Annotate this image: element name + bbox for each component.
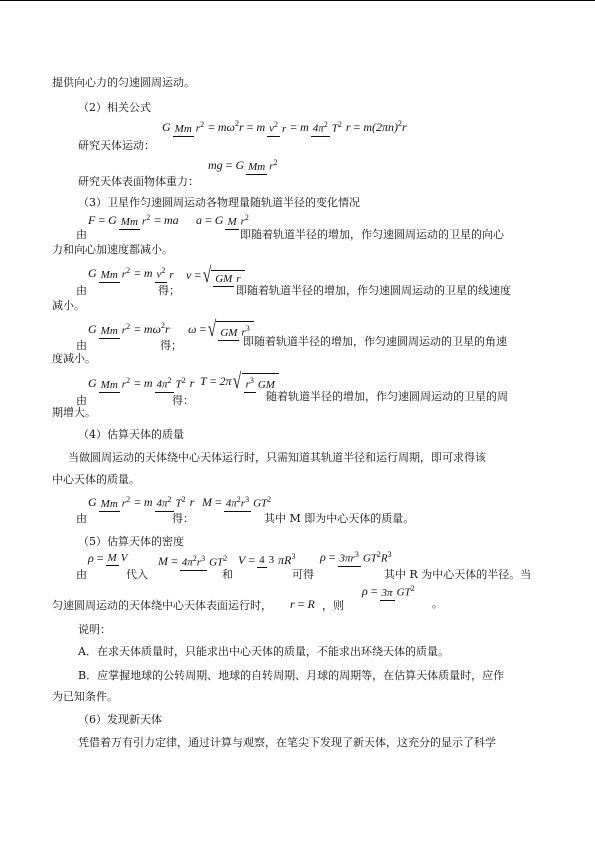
top-rule bbox=[0, 0, 595, 1]
text: 由 bbox=[76, 284, 87, 297]
text-line: 当做圆周运动的天体绕中心天体运行时，只需知道其轨道半径和运行周期，即可求得该 bbox=[68, 451, 486, 464]
text-line: 提供向心力的匀速圆周运动。 bbox=[52, 76, 195, 89]
text-line: 中心天体的质量。 bbox=[52, 473, 140, 486]
formula-mass-eq: G Mm r2 = m 4π2 T2 r bbox=[88, 494, 195, 510]
formula-period: T = 2π √ r3 GM bbox=[200, 368, 279, 394]
text: 。 bbox=[432, 597, 443, 610]
text: 代入 bbox=[126, 568, 148, 581]
text: 匀速圆周运动的天体绕中心天体表面运行时， bbox=[52, 599, 272, 612]
text: 得； bbox=[160, 339, 182, 352]
section-heading: （2）相关公式 bbox=[78, 101, 151, 114]
text: 度减小。 bbox=[52, 352, 96, 365]
text: 力和向心加速度都减小。 bbox=[52, 243, 173, 256]
formula-omega-eq: G Mm r2 = mω2r bbox=[88, 321, 170, 337]
text: 其中 R 为中心天体的半径。当 bbox=[384, 568, 532, 581]
text: 得： bbox=[172, 512, 194, 525]
formula-omega: ω = √ GM r3 bbox=[188, 316, 254, 342]
label: 研究天体运动： bbox=[78, 139, 155, 152]
text: 由 bbox=[76, 339, 87, 352]
text: 随着轨道半径的增加，作匀速圆周运动的卫星的周 bbox=[266, 390, 508, 403]
formula-accel: a = G M r2 bbox=[196, 212, 249, 228]
formula-mass: M = 4π2r3 GT2 bbox=[202, 494, 272, 510]
formula-velocity: v = √ GM r bbox=[186, 262, 245, 288]
section-heading: （4）估算天体的质量 bbox=[78, 428, 184, 441]
text-line: A．在求天体质量时，只能求出中心天体的质量，不能求出环绕天体的质量。 bbox=[78, 645, 449, 658]
text: 由 bbox=[76, 228, 87, 241]
formula-motion: G Mm r2 = mω2r = m v2 r = m 4π2 T2 r = m(2πn)2r bbox=[162, 119, 407, 135]
section-heading: （6）发现新天体 bbox=[78, 713, 162, 726]
text-line: 凭借着万有引力定律，通过计算与观察，在笔尖下发现了新天体，这充分的显示了科学 bbox=[78, 736, 496, 749]
formula-density: ρ = 3πr3 GT2R3 bbox=[320, 549, 392, 565]
formula-mass-sub: M = 4π2r3 GT2 bbox=[158, 553, 228, 569]
label: 研究天体表面物体重力： bbox=[78, 175, 199, 188]
text: 由 bbox=[76, 394, 87, 407]
formula-density-surface: ρ = 3π GT2 bbox=[362, 583, 415, 599]
text: 由 bbox=[76, 512, 87, 525]
text: 和 bbox=[222, 568, 233, 581]
text: 得； bbox=[158, 284, 180, 297]
text-line: B．应掌握地球的公转周期、地球的自转周期、月球的周期等，在估算天体质量时，应作 bbox=[78, 669, 505, 682]
formula-velocity-eq: G Mm r2 = m v2 r bbox=[88, 265, 174, 281]
text: 得： bbox=[172, 394, 194, 407]
formula-surface-gravity: mg = G Mm r2 bbox=[208, 157, 278, 173]
section-heading: （3）卫星作匀速圆周运动各物理量随轨道半径的变化情况 bbox=[78, 196, 360, 209]
text: 可得 bbox=[292, 568, 314, 581]
section-heading: （5）估算天体的密度 bbox=[78, 535, 184, 548]
text: 由 bbox=[76, 568, 87, 581]
text: 减小。 bbox=[52, 299, 85, 312]
text: 其中 M 即为中心天体的质量。 bbox=[264, 512, 415, 525]
text-line: 说明： bbox=[78, 623, 111, 636]
text: 即随着轨道半径的增加，作匀速圆周运动的卫星的角速 bbox=[243, 335, 507, 348]
formula-force: F = G Mm r2 = ma bbox=[88, 212, 179, 228]
text: 即随着轨道半径的增加，作匀速圆周运动的卫星的线速度 bbox=[236, 284, 511, 297]
formula-r-equals-R: r = R bbox=[290, 597, 315, 611]
text: 即随着轨道半径的增加，作匀速圆周运动的卫星的向心 bbox=[240, 228, 504, 241]
formula-period-eq: G Mm r2 = m 4π2 T2 r bbox=[88, 375, 195, 391]
text: ，则 bbox=[322, 599, 344, 612]
formula-volume: V = 4 3 πR3 bbox=[238, 552, 296, 567]
formula-density-def: ρ = M V bbox=[88, 550, 128, 565]
text: 期增大。 bbox=[52, 406, 96, 419]
text-line: 为已知条件。 bbox=[52, 690, 118, 703]
